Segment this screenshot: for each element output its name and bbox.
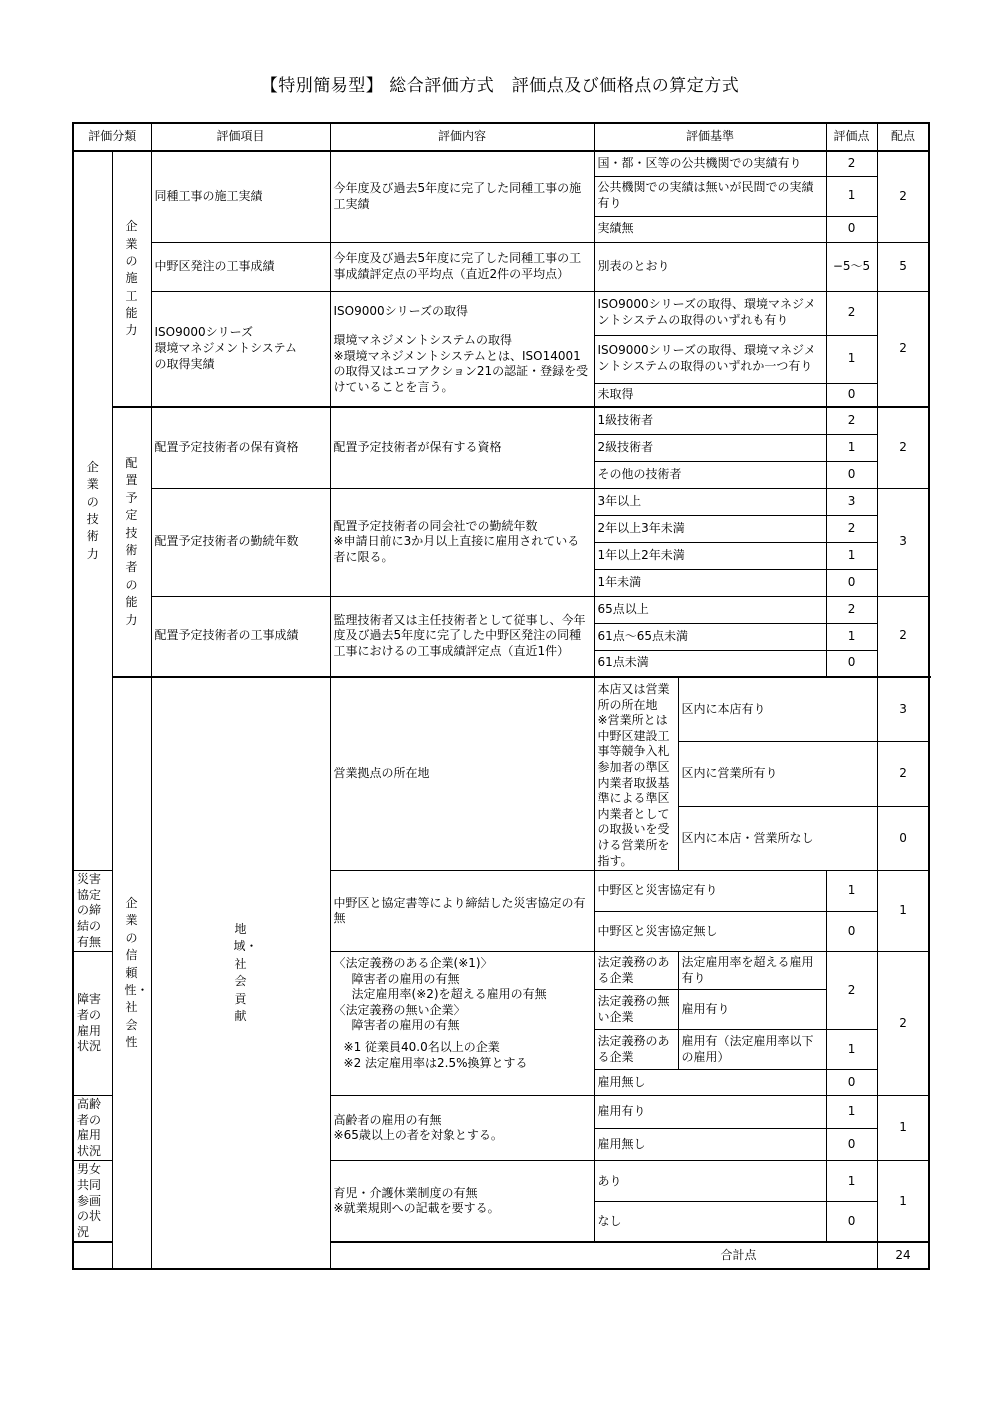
item-cell: 高齢者の雇用状況 (73, 1096, 112, 1161)
content-cell (330, 952, 594, 1096)
allot-cell: 3 (877, 488, 929, 596)
score-cell: 1 (826, 434, 877, 461)
score-cell: 0 (826, 650, 877, 677)
score-cell: 2 (826, 291, 877, 335)
content-cell: 今年度及び過去5年度に完了した同種工事の工事成績評定点の平均点（直近2件の平均点） (330, 242, 594, 291)
score-cell: 2 (877, 742, 929, 807)
criteria-cell: 実績無 (594, 216, 826, 242)
content-cell: 今年度及び過去5年度に完了した同種工事の施工実績 (330, 151, 594, 242)
table-row (73, 291, 929, 335)
score-cell: 1 (826, 1030, 877, 1070)
header-item: 評価項目 (151, 123, 330, 151)
allot-cell: 1 (877, 1161, 929, 1242)
criteria-cell: 3年以上 (594, 488, 826, 515)
content-line: ※65歳以上の者を対象とする。 (333, 1128, 503, 1143)
content-cell: 中野区と協定書等により締結した災害協定の有無 (330, 871, 594, 952)
item-cell: 営業拠点の所在地 (330, 677, 594, 871)
criteria-cell: 雇用無し (594, 1128, 826, 1161)
criteria-cell: 法定義務のある企業 (594, 952, 678, 990)
content-line: ※申請日前に3か月以上直接に雇用されている者に限る。 (333, 534, 580, 564)
header-allot: 配点 (877, 123, 929, 151)
content-line: 法定雇用率(※2)を超える雇用の有無 (351, 987, 547, 1002)
content-cell (594, 677, 678, 871)
criteria-cell: 雇用有り (678, 990, 826, 1030)
content-line: 配置予定技術者の同会社での勤続年数 (333, 518, 538, 533)
item-cell: 同種工事の施工実績 (151, 151, 330, 242)
score-cell: 2 (826, 515, 877, 542)
table-row (73, 151, 929, 176)
score-cell: 0 (826, 569, 877, 596)
subcategory-construction: 企業の施工能力 (112, 151, 151, 407)
header-criteria: 評価基準 (594, 123, 826, 151)
criteria-cell: 1級技術者 (594, 407, 826, 434)
content-line: 本店又は営業所の所在地 (597, 682, 670, 712)
item-cell: 配置予定技術者の工事成績 (151, 596, 330, 677)
criteria-cell: 未取得 (594, 383, 826, 407)
item-cell: 配置予定技術者の保有資格 (151, 407, 330, 488)
score-cell: 2 (826, 952, 877, 1030)
table-row (73, 242, 929, 291)
criteria-cell: 雇用有り (594, 1096, 826, 1129)
score-cell: 0 (877, 806, 929, 871)
allot-cell: 5 (877, 242, 929, 291)
page-title: 【特別簡易型】 総合評価方式 評価点及び価格点の算定方式 (260, 76, 740, 96)
criteria-cell: 中野区と災害協定無し (594, 911, 826, 951)
content-line: ※環境マネジメントシステムとは、ISO14001の取得又はエコアクション21の認証・登録を受けていることを言う。 (333, 348, 589, 394)
criteria-cell: 61点〜65点未満 (594, 623, 826, 650)
score-cell: 1 (826, 542, 877, 569)
item-cell: 男女共同参画の状況 (73, 1161, 112, 1242)
criteria-cell: ISO9000シリーズの取得、環境マネジメントシステムの取得のいずれも有り (594, 291, 826, 335)
score-cell: 0 (826, 1128, 877, 1161)
score-cell: 0 (826, 1070, 877, 1096)
item-cell (151, 291, 330, 407)
criteria-cell: 2年以上3年未満 (594, 515, 826, 542)
score-cell: −5〜5 (826, 242, 877, 291)
header-category: 評価分類 (73, 123, 151, 151)
content-line: 障害者の雇用の有無 (351, 971, 460, 986)
score-cell: 2 (826, 407, 877, 434)
allot-cell: 2 (877, 151, 929, 242)
criteria-cell: ISO9000シリーズの取得、環境マネジメントシステムの取得のいずれか一つ有り (594, 335, 826, 383)
criteria-cell: 61点未満 (594, 650, 826, 677)
criteria-cell: 区内に営業所有り (678, 742, 877, 807)
category-technical: 企業の技術力 (73, 151, 112, 871)
item-cell: 災害協定の締結の有無 (73, 871, 112, 952)
score-cell: 0 (826, 1202, 877, 1243)
score-cell: 1 (826, 623, 877, 650)
criteria-cell: 国・都・区等の公共機関での実績有り (594, 151, 826, 176)
allot-cell: 1 (877, 1096, 929, 1161)
score-cell: 2 (826, 151, 877, 176)
score-cell: 0 (826, 911, 877, 951)
criteria-cell: 2級技術者 (594, 434, 826, 461)
criteria-cell: 区内に本店・営業所なし (678, 806, 877, 871)
allot-cell: 2 (877, 407, 929, 488)
criteria-cell: 区内に本店有り (678, 677, 877, 742)
item-line: の取得実績 (154, 356, 215, 371)
header-score: 評価点 (826, 123, 877, 151)
content-line: 〈法定義務のある企業(※1)〉 (333, 956, 493, 971)
header-content: 評価内容 (330, 123, 594, 151)
score-cell: 2 (826, 596, 877, 623)
content-cell (330, 291, 594, 407)
content-line: 〈法定義務の無い企業〉 (333, 1002, 466, 1017)
allot-cell: 2 (877, 952, 929, 1096)
criteria-cell: 法定雇用率を超える雇用有り (678, 952, 826, 990)
content-line: 育児・介護休業制度の有無 (333, 1185, 478, 1200)
item-cell: 障害者の雇用状況 (73, 952, 112, 1096)
total-row (73, 1242, 929, 1269)
score-cell: 0 (826, 461, 877, 488)
criteria-cell: なし (594, 1202, 826, 1243)
criteria-cell: 公共機関での実績は無いが民間での実績有り (594, 176, 826, 216)
allot-cell: 2 (877, 291, 929, 407)
category-reliability: 企業の信頼性・社会性 (112, 677, 151, 1269)
content-line: 環境マネジメントシステムの取得 (333, 333, 512, 348)
content-cell: 監理技術者又は主任技術者として従事し、今年度及び過去5年度に完了した中野区発注の同種工事におけるの工事成績評定点（直近1件） (330, 596, 594, 677)
content-cell (330, 1161, 594, 1242)
score-cell: 0 (826, 383, 877, 407)
subcategory-community: 地域・社会貢献 (151, 677, 330, 1269)
table-row (73, 407, 929, 434)
table-row (73, 596, 929, 623)
content-cell (330, 488, 594, 596)
content-cell: 配置予定技術者が保有する資格 (330, 407, 594, 488)
score-cell: 3 (826, 488, 877, 515)
criteria-cell: 別表のとおり (594, 242, 826, 291)
item-line: 環境マネジメントシステム (154, 340, 297, 355)
table-row (73, 677, 929, 742)
criteria-cell: 中野区と災害協定有り (594, 871, 826, 911)
item-cell: 中野区発注の工事成績 (151, 242, 330, 291)
table-row (73, 488, 929, 515)
content-line: ※営業所とは中野区建設工事等競争入札参加者の準区内業者取扱基準による準区内業者としての取扱いを受ける営業所を指す。 (597, 713, 670, 868)
score-cell: 1 (826, 871, 877, 911)
content-line: ※1 従業員40.0名以上の企業 (343, 1040, 500, 1055)
content-line: ※2 法定雇用率は2.5%換算とする (343, 1055, 528, 1070)
evaluation-table (72, 122, 930, 1270)
criteria-cell: 法定義務のある企業 (594, 1030, 678, 1070)
total-label: 合計点 (73, 1242, 877, 1269)
score-cell: 1 (826, 335, 877, 383)
content-line: ISO9000シリーズの取得 (333, 303, 469, 318)
criteria-cell: 1年以上2年未満 (594, 542, 826, 569)
content-line: ※就業規則への記載を要する。 (333, 1201, 500, 1216)
allot-cell: 1 (877, 871, 929, 952)
criteria-cell: あり (594, 1161, 826, 1202)
score-cell: 1 (826, 176, 877, 216)
score-cell: 0 (826, 216, 877, 242)
subcategory-engineer: 配置予定技術者の能力 (112, 407, 151, 677)
criteria-cell: 65点以上 (594, 596, 826, 623)
criteria-cell: その他の技術者 (594, 461, 826, 488)
total-value: 24 (877, 1242, 929, 1269)
criteria-cell: 雇用有（法定雇用率以下の雇用） (678, 1030, 826, 1070)
header-row (73, 123, 929, 151)
item-cell: 配置予定技術者の勤続年数 (151, 488, 330, 596)
item-line: ISO9000シリーズ (154, 325, 254, 340)
criteria-cell: 法定義務の無い企業 (594, 990, 678, 1030)
content-cell (330, 1096, 594, 1161)
score-cell: 3 (877, 677, 929, 742)
criteria-cell: 1年未満 (594, 569, 826, 596)
score-cell: 1 (826, 1096, 877, 1129)
content-line: 障害者の雇用の有無 (351, 1018, 460, 1033)
allot-cell: 2 (877, 596, 929, 677)
score-cell: 1 (826, 1161, 877, 1202)
content-line: 高齢者の雇用の有無 (333, 1112, 442, 1127)
criteria-cell: 雇用無し (594, 1070, 826, 1096)
